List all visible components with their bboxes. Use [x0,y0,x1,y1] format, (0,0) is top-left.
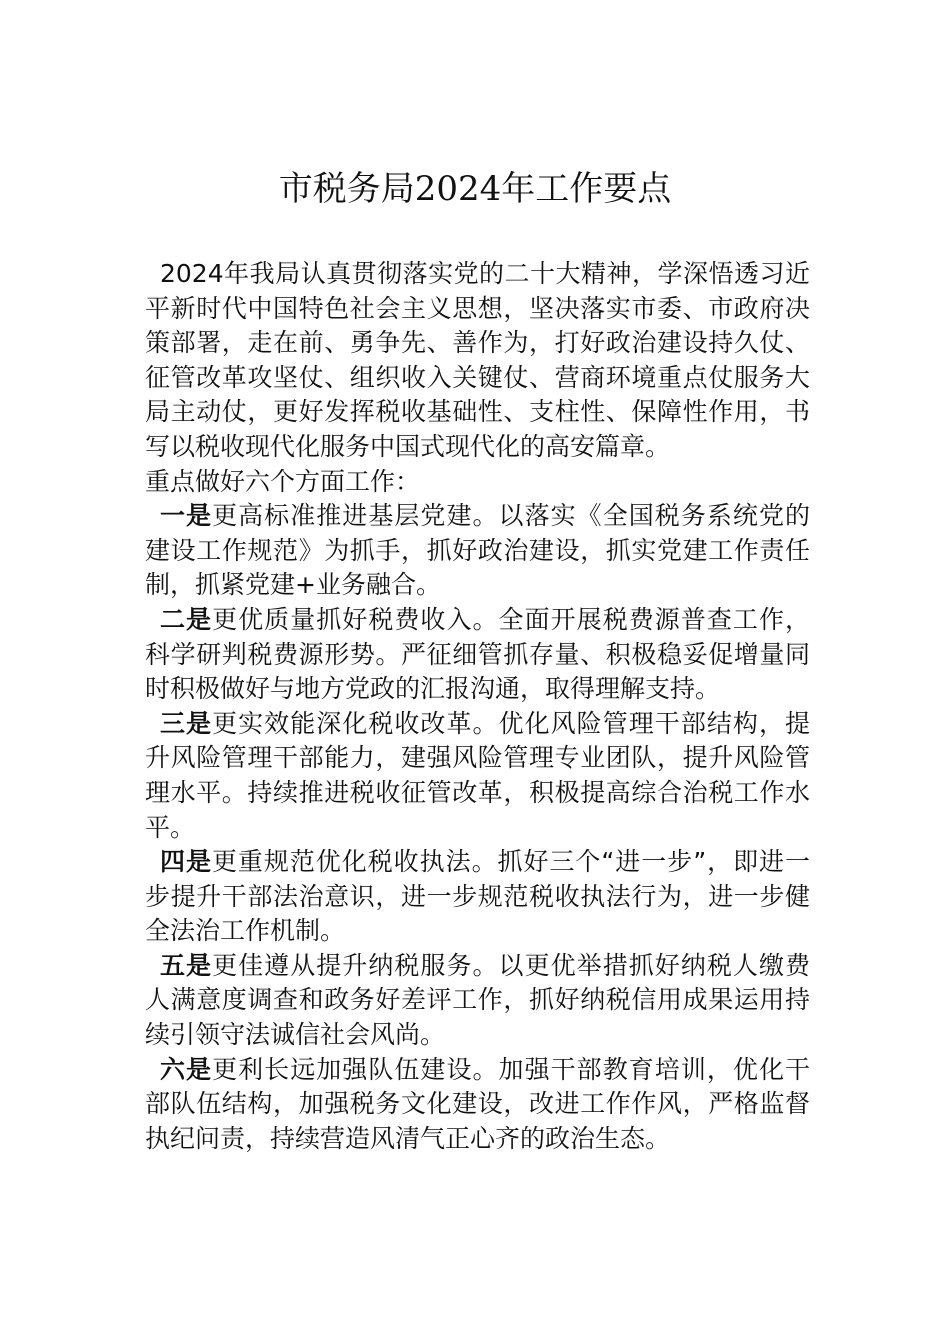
section-text: 更实效能深化税收改革。优化风险管理干部结构，提升风险管理干部能力，建强风险管理专业团队，提升风险管理水平。持续推进税收征管改革，积极提高综合治税工作水平。 [145,708,810,842]
intro-paragraph: 2024年我局认真贯彻落实党的二十大精神，学深悟透习近平新时代中国特色社会主义思想，坚决落实市委、市政府决策部署，走在前、勇争先、善作为，打好政治建设持久仗、征管改革攻坚仗、组织收入关键仗、营商环境重点仗服务大局主动仗，更好发挥税收基础性、支柱性、保障性作用，书写以税收现代化服务中国式现代化的高安篇章。 [145,259,810,461]
section-paragraph-1 [145,499,810,603]
document-body [145,257,810,1156]
section-paragraph-3 [145,707,810,845]
section-lead: 四是 [160,847,212,877]
section-paragraph-4 [145,845,810,949]
section-text: 更优质量抓好税费收入。全面开展税费源普查工作，科学研判税费源形势。严征细管抓存量、积极稳妥促增量同时积极做好与地方党政的汇报沟通，取得理解支持。 [145,604,810,704]
section-paragraph-5 [145,949,810,1053]
section-paragraph-6 [145,1053,810,1157]
intro-summary: 重点做好六个方面工作： [145,466,421,496]
section-lead: 二是 [160,604,213,634]
section-text: 更重规范优化税收执法。抓好三个“进一步”，即进一步提升干部法治意识，进一步规范税收执法行为，进一步健全法治工作机制。 [145,847,810,946]
document-title: 市税务局2024年工作要点 [278,169,672,209]
section-lead: 一是 [160,501,213,531]
section-text: 更高标准推进基层党建。以落实《全国税务系统党的建设工作规范》为抓手，抓好政治建设，抓实党建工作责任制，抓紧党建+业务融合。 [145,501,810,600]
section-text: 更佳遵从提升纳税服务。以更优举措抓好纳税人缴费人满意度调查和政务好差评工作，抓好纳税信用成果运用持续引领守法诚信社会风尚。 [145,950,810,1050]
section-lead: 五是 [160,950,213,980]
section-text: 更利长远加强队伍建设。加强干部教育培训，优化干部队伍结构，加强税务文化建设，改进工作作风，严格监督执纪问责，持续营造风清气正心齐的政治生态。 [145,1054,810,1153]
section-lead: 三是 [160,708,213,738]
section-lead: 六是 [160,1054,213,1084]
section-paragraph-2 [145,603,810,707]
